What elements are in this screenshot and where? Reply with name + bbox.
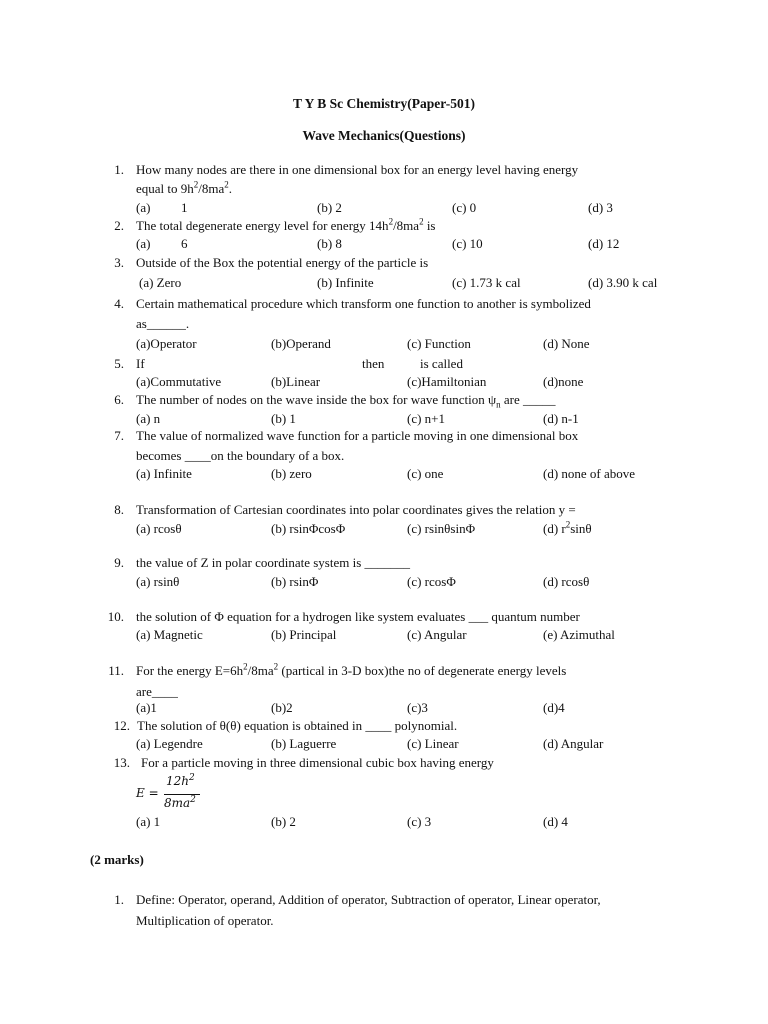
question-number: 1. <box>114 892 124 907</box>
option-d: (d) 3.90 k cal <box>588 275 658 290</box>
formula-numerator: $12h^2$ <box>166 773 195 788</box>
option-b: (b) 1 <box>271 411 296 426</box>
question-number: 13. <box>113 755 130 770</box>
option-a: (a) n <box>136 411 161 426</box>
option-d: (d) none of above <box>543 466 636 481</box>
question-text: For the energy $E=6h^2/8ma^2$ (partical in 3-D box)the no of degenerate energy levels <box>136 661 567 678</box>
option-d: (d) None <box>543 336 590 351</box>
option-b: (b) 2 <box>317 200 342 215</box>
option-c: (c) Angular <box>407 627 467 642</box>
option-a: (a) Zero <box>139 275 182 290</box>
option-d: (d) n-1 <box>543 411 579 426</box>
option-b: (b) Infinite <box>317 275 374 290</box>
question-number: 4. <box>114 296 124 311</box>
option-a-value: 1 <box>181 200 188 215</box>
option-a: (a) <box>136 236 151 251</box>
option-b: (b) 2 <box>271 814 296 829</box>
question-text-line2: as______. <box>136 316 190 331</box>
formula-lhs: E = <box>136 786 159 800</box>
option-a: (a) rsinθ <box>136 574 180 589</box>
formula-denominator: $8ma^2$ <box>164 795 196 810</box>
option-c: (c)3 <box>407 700 428 715</box>
option-a: (a) rcosθ <box>136 521 182 536</box>
question-text-then: then <box>362 356 385 371</box>
option-a: (a) Legendre <box>136 736 203 751</box>
question-number: 7. <box>114 428 124 443</box>
option-a: (a)Operator <box>136 336 197 351</box>
option-d: (d) 3 <box>588 200 613 215</box>
option-c: (c) 0 <box>452 200 477 215</box>
question-number: 5. <box>114 356 124 371</box>
question-number: 11. <box>108 663 124 678</box>
option-b: (b) rsinΦcosΦ <box>271 521 346 536</box>
question-text-line2: becomes ____on the boundary of a box. <box>136 448 345 463</box>
option-a-value: 6 <box>181 236 188 251</box>
question-text: the value of Z in polar coordinate system is _______ <box>136 555 411 570</box>
question-number: 3. <box>114 255 124 270</box>
option-d: (d) 12 <box>588 236 620 251</box>
option-c: (c) Linear <box>407 736 459 751</box>
option-b: (b) 8 <box>317 236 342 251</box>
option-c: (c) n+1 <box>407 411 446 426</box>
question-text: the solution of Φ equation for a hydrogen like system evaluates ___ quantum number <box>136 609 580 624</box>
question-number: 1. <box>114 162 124 177</box>
option-d: (e) Azimuthal <box>543 627 615 642</box>
option-a: (a) 1 <box>136 814 161 829</box>
document-subtitle: Wave Mechanics(Questions) <box>302 128 466 143</box>
question-text: The value of normalized wave function for a particle moving in one dimensional box <box>136 428 579 443</box>
question-number: 2. <box>114 218 124 233</box>
question-text-line2: Multiplication of operator. <box>136 913 274 928</box>
question-text: The total degenerate energy level for energy $14h^2/8ma^2$ is <box>136 216 436 233</box>
option-a: (a)Commutative <box>136 374 222 389</box>
option-c: (c) 10 <box>452 236 483 251</box>
option-c: (c) rsinθsinΦ <box>407 521 476 536</box>
question-number: 9. <box>114 555 124 570</box>
option-c: (c) rcosΦ <box>407 574 456 589</box>
option-c: (c) one <box>407 466 444 481</box>
document-title: T Y B Sc Chemistry(Paper-501) <box>293 96 475 111</box>
option-c: (c) 1.73 k cal <box>452 275 521 290</box>
option-b: (b) zero <box>271 466 312 481</box>
option-b: (b)2 <box>271 700 293 715</box>
question-text-if: If <box>136 356 145 371</box>
option-a: (a) Magnetic <box>136 627 203 642</box>
option-b: (b)Operand <box>271 336 331 351</box>
option-d: (d) $r^2\sin\theta$ <box>543 519 592 536</box>
question-text: Certain mathematical procedure which transform one function to another is symbolized <box>136 296 591 311</box>
option-a: (a) Infinite <box>136 466 192 481</box>
question-text: For a particle moving in three dimensional cubic box having energy <box>141 755 494 770</box>
question-text: Transformation of Cartesian coordinates into polar coordinates gives the relation y = <box>136 502 576 517</box>
question-text: The number of nodes on the wave inside the box for wave function $\psi_n$ are _____ <box>136 392 556 410</box>
question-number: 10. <box>107 609 124 624</box>
option-d: (d) 4 <box>543 814 568 829</box>
question-text: How many nodes are there in one dimensional box for an energy level having energy <box>136 162 579 177</box>
option-b: (b) rsinΦ <box>271 574 319 589</box>
question-text-is-called: is called <box>420 356 463 371</box>
question-number: 8. <box>114 502 124 517</box>
question-number: 12. <box>113 718 130 733</box>
option-d: (d)none <box>543 374 584 389</box>
question-text-line2: equal to $9h^2/8ma^2$. <box>136 179 233 196</box>
option-d: (d) Angular <box>543 736 604 751</box>
question-text: Outside of the Box the potential energy of the particle is <box>136 255 429 270</box>
question-number: 6. <box>114 392 124 407</box>
section-heading: (2 marks) <box>90 852 144 867</box>
option-d: (d)4 <box>543 700 565 715</box>
option-c: (c)Hamiltonian <box>407 374 487 389</box>
question-text-line2: are____ <box>136 684 178 699</box>
question-text: Define: Operator, operand, Addition of operator, Subtraction of operator, Linear operator, <box>136 892 601 907</box>
option-a: (a)1 <box>136 700 157 715</box>
option-c: (c) 3 <box>407 814 432 829</box>
option-b: (b)Linear <box>271 374 321 389</box>
option-b: (b) Principal <box>271 627 337 642</box>
question-text: The solution of θ(θ) equation is obtained in ____ polynomial. <box>137 718 458 733</box>
option-c: (c) Function <box>407 336 471 351</box>
option-a: (a) <box>136 200 151 215</box>
energy-formula <box>136 774 216 814</box>
option-d: (d) rcosθ <box>543 574 590 589</box>
option-b: (b) Laguerre <box>271 736 337 751</box>
